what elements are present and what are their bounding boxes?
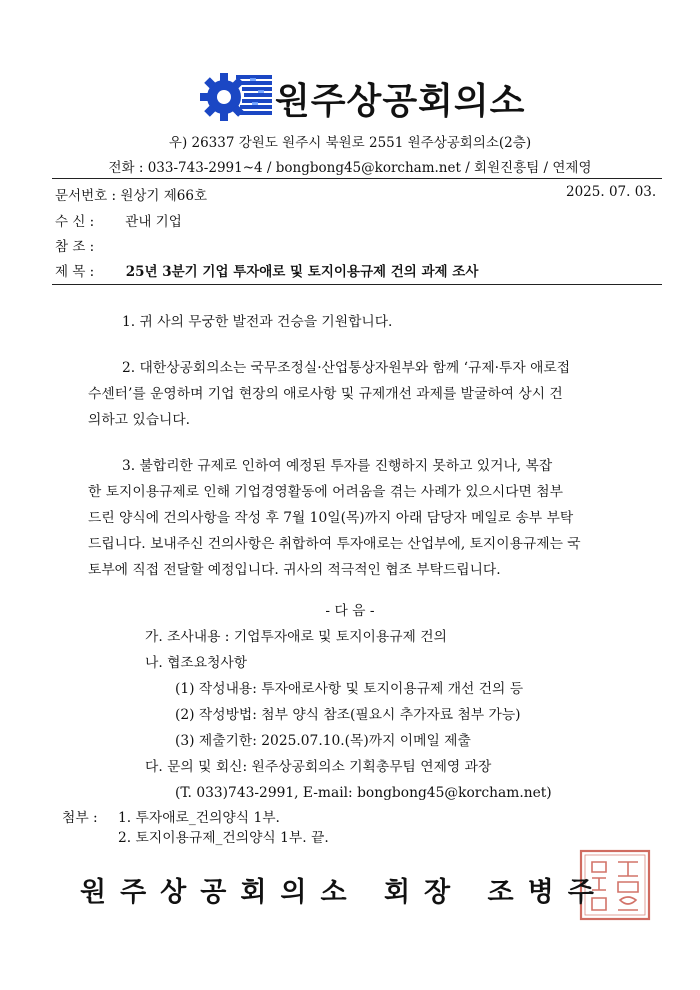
org-contact: 전화 : 033-743-2991~4 / bongbong45@korcham.net / 회원진흥팀 / 연제영 <box>108 160 592 176</box>
signature: 원주상공회의소 회장 조병주 <box>80 877 608 908</box>
detail-b: 나. 협조요청사항 <box>145 655 248 671</box>
detail-c: 다. 문의 및 회신: 원주상공회의소 기획총무팀 연제영 과장 <box>145 759 492 775</box>
doc-number-label: 문서번호 : <box>55 188 117 204</box>
paragraph-3-line-1: 3. 불합리한 규제로 인하여 예정된 투자를 진행하지 못하고 있거나, 복잡 <box>122 458 553 474</box>
recipient-label: 수 신 : <box>55 214 95 230</box>
subject-label: 제 목 : <box>55 264 95 280</box>
paragraph-3-line-4: 드립니다. 보내주신 건의사항은 취합하여 투자애로는 산업부에, 토지이용규제는 국 <box>88 536 581 552</box>
details-heading: - 다 음 - <box>325 603 375 619</box>
subject-row <box>55 260 478 280</box>
paragraph-2-line-1: 2. 대한상공회의소는 국무조정실·산업통상자원부와 함께 ‘규제·투자 애로접 <box>122 360 571 376</box>
paragraph-3-line-3: 드린 양식에 건의사항을 작성 후 7월 10일(목)까지 아래 담당자 메일로 송부 부탁 <box>88 510 574 526</box>
attachments-label: 첨부 : <box>62 810 98 826</box>
paragraph-3-line-2: 한 토지이용규제로 인해 기업경영활동에 어려움을 겪는 사례가 있으시다면 첨부 <box>88 484 563 500</box>
attachment-2: 2. 토지이용규제_건의양식 1부. 끝. <box>118 830 329 846</box>
detail-a: 가. 조사내용 : 기업투자애로 및 토지이용규제 건의 <box>145 629 447 645</box>
paragraph-2-line-3: 의하고 있습니다. <box>88 412 191 428</box>
detail-b2: (2) 작성방법: 첨부 양식 참조(필요시 추가자료 첨부 가능) <box>175 707 521 723</box>
detail-b3: (3) 제출기한: 2025.07.10.(목)까지 이메일 제출 <box>175 733 471 749</box>
doc-date: 2025. 07. 03. <box>566 184 657 200</box>
org-name: 원주상공회의소 <box>275 81 526 122</box>
header-divider <box>52 178 662 179</box>
doc-number-row <box>55 184 207 204</box>
detail-c-contact: (T. 033)743-2991, E-mail: bongbong45@korcham.net) <box>175 785 552 801</box>
subject-divider <box>52 284 662 285</box>
paragraph-1: 1. 귀 사의 무궁한 발전과 건승을 기원합니다. <box>122 314 393 330</box>
org-address: 우) 26337 강원도 원주시 북원로 2551 원주상공회의소(2층) <box>168 135 532 151</box>
paragraph-2-line-2: 수센터’를 운영하며 기업 현장의 애로사항 및 규제개선 과제를 발굴하여 상시 건 <box>88 386 563 402</box>
reference-label: 참 조 : <box>55 239 95 255</box>
recipient: 관내 기업 <box>125 214 182 230</box>
recipient-row <box>55 210 182 230</box>
attachment-1: 1. 투자애로_건의양식 1부. <box>118 810 280 826</box>
detail-b1: (1) 작성내용: 투자애로사항 및 토지이용규제 개선 건의 등 <box>175 681 524 697</box>
subject: 25년 3분기 기업 투자애로 및 토지이용규제 건의 과제 조사 <box>125 264 479 280</box>
reference-row <box>55 235 121 255</box>
paragraph-3-line-5: 토부에 직접 전달할 예정입니다. 귀사의 적극적인 협조 부탁드립니다. <box>88 562 501 578</box>
doc-number: 원상기 제66호 <box>120 188 207 204</box>
